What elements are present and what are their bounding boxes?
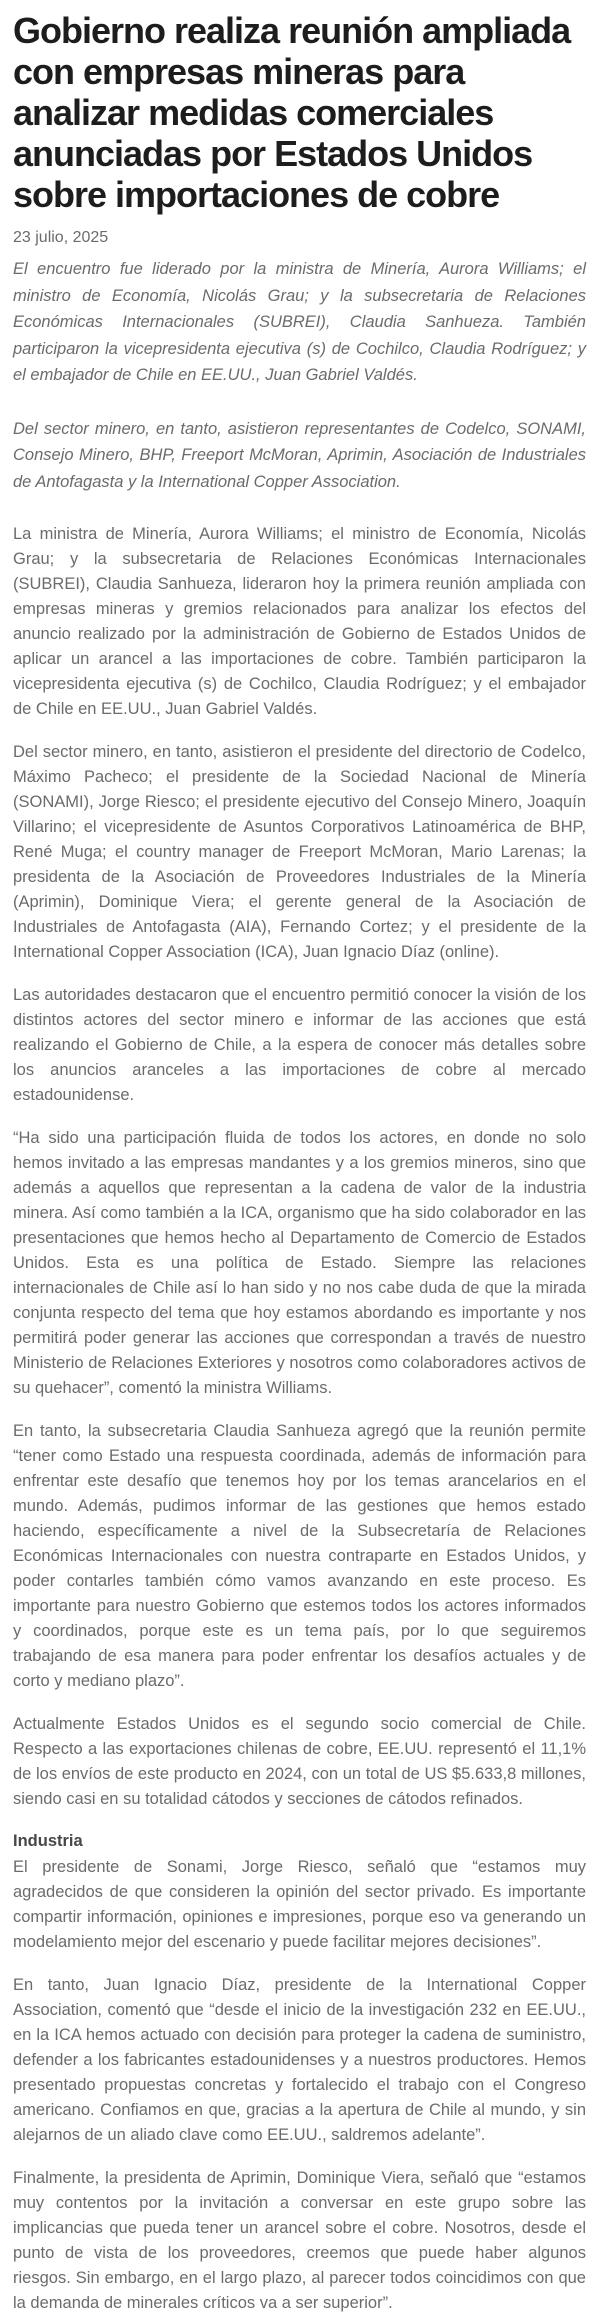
article-date: 23 julio, 2025	[13, 229, 109, 246]
body-paragraph: El presidente de Sonami, Jorge Riesco, señaló que “estamos muy agradecidos de que consideren la opinión del sector privado. Es importante compartir información, opiniones e impresiones, porque eso va generando un modelamiento mejor del escenario y puede facilitar mejores decisiones”.	[13, 1858, 586, 1951]
body-paragraph: Actualmente Estados Unidos es el segundo socio comercial de Chile. Respecto a las exportaciones chilenas de cobre, EE.UU. representó el 11,1% de los envíos de este producto en 2024, con un total de US $5.633,8 millones, siendo casi en su totalidad cátodos y secciones de cátodos refinados.	[13, 1715, 586, 1808]
body-paragraph: La ministra de Minería, Aurora Williams; el ministro de Economía, Nicolás Grau; y la subsecretaria de Relaciones Económicas Internacionales (SUBREI), Claudia Sanhueza, lideraron hoy la primera reunión ampliada con empresas mineras y gremios relacionados para analizar los efectos del anuncio realizado por la administración de Gobierno de Estados Unidos de aplicar un arancel a las importaciones de cobre. También participaron la vicepresidenta ejecutiva (s) de Cochilco, Claudia Rodríguez; y el embajador de Chile en EE.UU., Juan Gabriel Valdés.	[13, 525, 586, 718]
body-paragraph: Del sector minero, en tanto, asistieron el presidente del directorio de Codelco, Máximo Pacheco; el presidente de la Sociedad Nacional de Minería (SONAMI), Jorge Riesco; el presidente ejecutivo del Consejo Minero, Joaquín Villarino; el vicepresidente de Asuntos Corporativos Latinoamérica de BHP, René Muga; el country manager de Freeport McMoran, Mario Larenas; la presidenta de la Asociación de Proveedores Industriales de la Minería (Aprimin), Dominique Viera; el gerente general de la Asociación de Industriales de Antofagasta (AIA), Fernando Cortez; y el presidente de la International Copper Association (ICA), Juan Ignacio Díaz (online).	[13, 743, 586, 961]
body-paragraph: En tanto, la subsecretaria Claudia Sanhueza agregó que la reunión permite “tener como Estado una respuesta coordinada, además de información para enfrentar este desafío que tenemos hoy por los temas arancelarios en el mundo. Además, pudimos informar de las gestiones que hemos estado haciendo, específicamente a nivel de la Subsecretaría de Relaciones Económicas Internacionales con nuestra contraparte en Estados Unidos, y poder contarles también cómo vamos avanzando en este proceso. Es importante para nuestro Gobierno que estemos todos los actores informados y coordinados, porque este es un tema país, por lo que seguiremos trabajando de esa manera para poder enfrentar los desafíos actuales y de corto y mediano plazo”.	[13, 1422, 586, 1690]
body-paragraph: En tanto, Juan Ignacio Díaz, presidente de la International Copper Association, comentó que “desde el inicio de la investigación 232 en EE.UU., en la ICA hemos actuado con decisión para proteger la cadena de suministro, defender a los fabricantes estadounidenses y a nuestros productores. Hemos presentado propuestas concretas y fortalecido el trabajo con el Congreso americano. Confiamos en que, gracias a la apertura de Chile al mundo, y sin alejarnos de un aliado clave como EE.UU., saldremos adelante”.	[13, 1976, 586, 2144]
body-paragraph: “Ha sido una participación fluida de todos los actores, en donde no solo hemos invitado a las empresas mandantes y a los gremios mineros, sino que además a aquellos que representan a la cadena de valor de la industria minera. Así como también a la ICA, organismo que ha sido colaborador en las presentaciones que hemos hecho al Departamento de Comercio de Estados Unidos. Esta es una política de Estado. Siempre las relaciones internacionales de Chile así lo han sido y no nos cabe duda de que la mirada conjunta respecto del tema que hoy estamos abordando es importante y nos permitirá poder generar las acciones que correspondan a través de nuestro Ministerio de Relaciones Exteriores y nosotros como colaboradores activos de su quehacer”, comentó la ministra Williams.	[13, 1129, 586, 1397]
article-body	[13, 522, 586, 2316]
article-title: Gobierno realiza reunión ampliada con empresas mineras para analizar medidas comerciales anunciadas por Estados Unidos sobre importaciones de cobre	[13, 10, 571, 215]
article-lead	[13, 256, 586, 495]
lead-paragraph: Del sector minero, en tanto, asistieron representantes de Codelco, SONAMI, Consejo Minero, BHP, Freeport McMoran, Aprimin, Asociación de Industriales de Antofagasta y la International Copper Association.	[13, 419, 586, 491]
body-paragraph: Finalmente, la presidenta de Aprimin, Dominique Viera, señaló que “estamos muy contentos por la invitación a conversar en este grupo sobre las implicancias que pueda tener un arancel sobre el cobre. Nosotros, desde el punto de vista de los proveedores, creemos que puede haber algunos riesgos. Sin embargo, en el largo plazo, al parecer todos coincidimos con que la demanda de minerales críticos va a ser superior”.	[13, 2169, 586, 2312]
lead-paragraph: El encuentro fue liderado por la ministra de Minería, Aurora Williams; el ministro de Economía, Nicolás Grau; y la subsecretaria de Relaciones Económicas Internacionales (SUBREI), Claudia Sanhueza. También participaron la vicepresidenta ejecutiva (s) de Cochilco, Claudia Rodríguez; y el embajador de Chile en EE.UU., Juan Gabriel Valdés.	[13, 260, 586, 384]
section-heading-industria: Industria	[13, 1832, 83, 1850]
body-paragraph: Las autoridades destacaron que el encuentro permitió conocer la visión de los distintos actores del sector minero e informar de las acciones que está realizando el Gobierno de Chile, a la espera de conocer más detalles sobre los anuncios aranceles a las importaciones de cobre al mercado estadounidense.	[13, 986, 586, 1104]
news-article	[13, 10, 586, 2316]
